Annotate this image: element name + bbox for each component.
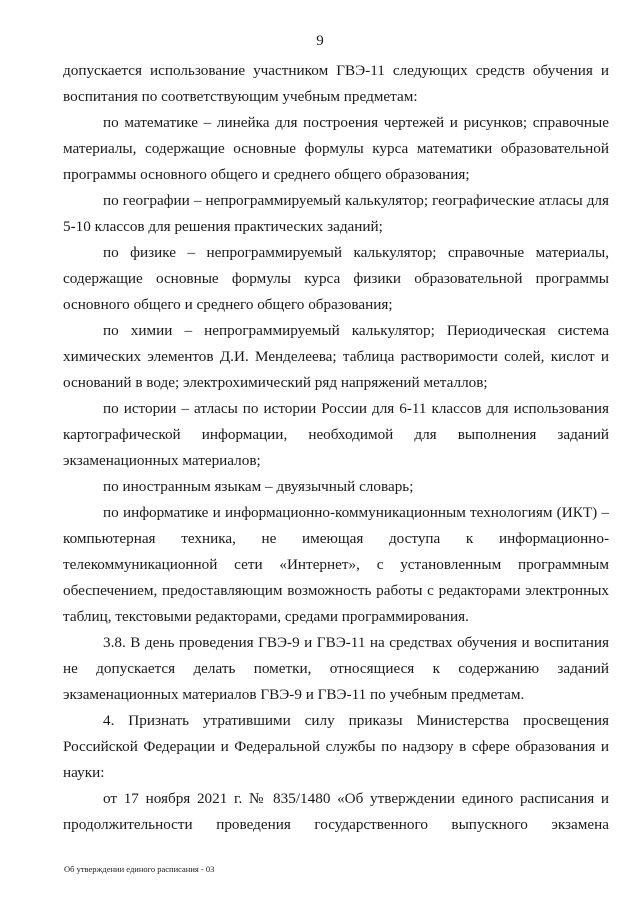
paragraph-chemistry: по химии – непрограммируемый калькулятор; Периодическая система химических элементов Д.И. Менделеева; таблица растворимости солей, кислот и оснований в воде; электрохимический ряд напряжений металлов;	[63, 322, 609, 391]
paragraph-4: 4. Признать утратившими силу приказы Министерства просвещения Российской Федерации и Федеральной службы по надзору в сфере образования и науки:	[63, 712, 609, 781]
paragraph-history: по истории – атласы по истории России для 6-11 классов для использования картографической информации, необходимой для выполнения заданий экзаменационных материалов;	[63, 400, 609, 469]
paragraph-informatics: по информатике и информационно-коммуникационным технологиям (ИКТ) – компьютерная техника, не имеющая доступа к информационно-телекоммуникационной сети «Интернет», с установленным программным обеспечением, предоставляющим возможность работы с редакторами электронных таблиц, текстовыми редакторами, средами программирования.	[63, 504, 609, 625]
paragraph-3-8: 3.8. В день проведения ГВЭ-9 и ГВЭ-11 на средствах обучения и воспитания не допускается делать пометки, относящиеся к содержанию заданий экзаменационных материалов ГВЭ-9 и ГВЭ-11 по учебным предметам.	[63, 634, 609, 703]
paragraph-mathematics: по математике – линейка для построения чертежей и рисунков; справочные материалы, содержащие основные формулы курса математики образовательной программы основного общего и среднего общего образования;	[63, 114, 609, 183]
paragraph-foreign-languages: по иностранным языкам – двуязычный словарь;	[103, 478, 414, 495]
paragraph-order-835: от 17 ноября 2021 г. № 835/1480 «Об утверждении единого расписания и продолжительности проведения государственного выпускного экзамена	[63, 790, 609, 833]
page-footer: Об утверждении единого расписания - 03	[64, 864, 215, 874]
paragraph-geography: по географии – непрограммируемый калькулятор; географические атласы для 5-10 классов для решения практических заданий;	[63, 192, 609, 235]
paragraph-physics: по физике – непрограммируемый калькулятор; справочные материалы, содержащие основные формулы курса физики образовательной программы основного общего и среднего общего образования;	[63, 244, 609, 313]
page-number: 9	[316, 33, 324, 49]
paragraph-intro: допускается использование участником ГВЭ-11 следующих средств обучения и воспитания по соответствующим учебным предметам:	[63, 62, 609, 105]
document-body	[63, 58, 609, 838]
